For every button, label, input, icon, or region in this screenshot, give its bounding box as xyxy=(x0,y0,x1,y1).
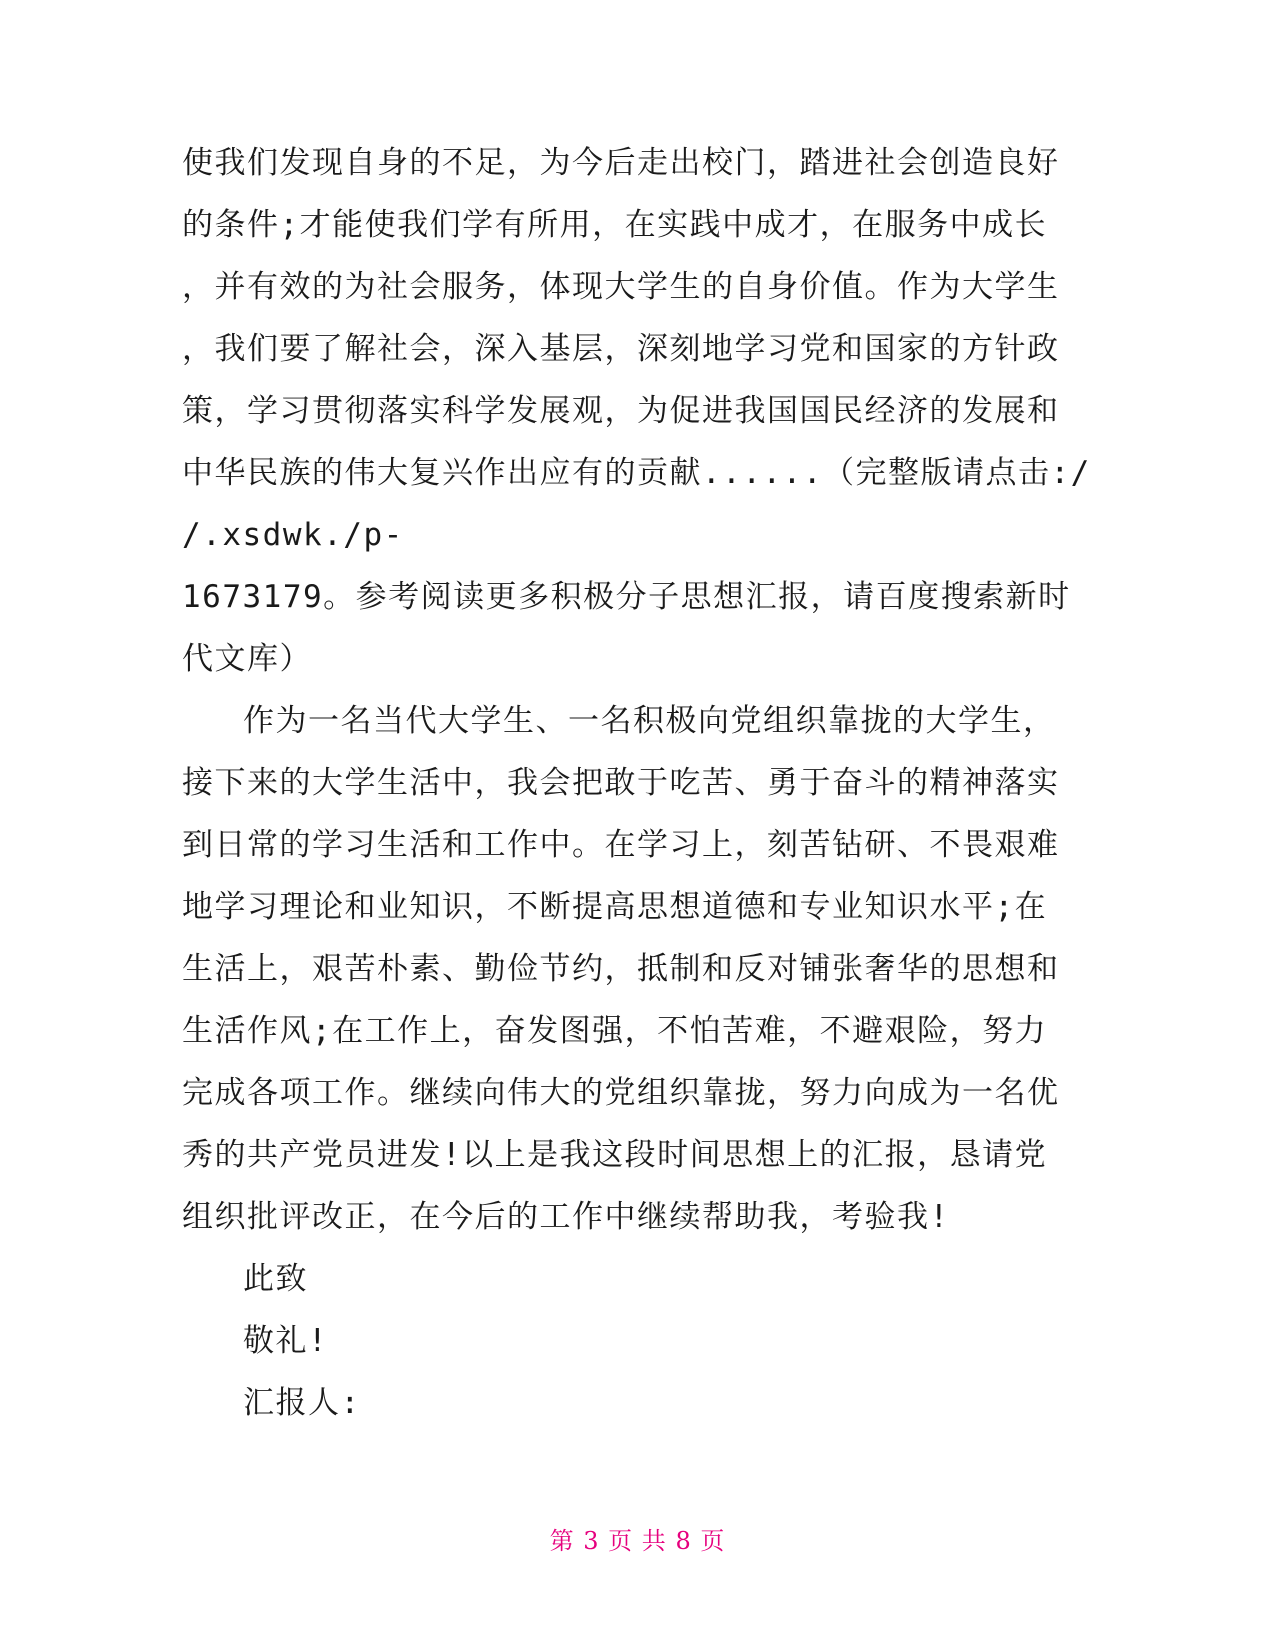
body-text-line: 使我们发现自身的不足，为今后走出校门，踏进社会创造良好 xyxy=(182,145,1060,181)
body-text-line: 地学习理论和业知识，不断提高思想道德和专业知识水平;在 xyxy=(182,889,1048,925)
paragraph-first-line: 作为一名当代大学生、一名积极向党组织靠拢的大学生， xyxy=(243,703,1056,739)
body-text-line: 到日常的学习生活和工作中。在学习上，刻苦钻研、不畏艰难 xyxy=(182,827,1060,863)
body-text-line: 组织批评改正，在今后的工作中继续帮助我，考验我! xyxy=(182,1199,950,1235)
body-text-line: 生活上，艰苦朴素、勤俭节约，抵制和反对铺张奢华的思想和 xyxy=(182,951,1060,987)
closing-salutation: 此致 xyxy=(243,1261,308,1297)
body-text-line: 代文库） xyxy=(182,641,312,677)
body-text-line: ，并有效的为社会服务，体现大学生的自身价值。作为大学生 xyxy=(182,269,1060,305)
body-text-line: 中华民族的伟大复兴作出应有的贡献......（完整版请点击:/ xyxy=(182,455,1091,491)
body-text-line: 接下来的大学生活中，我会把敢于吃苦、勇于奋斗的精神落实 xyxy=(182,765,1060,801)
body-text-line: ，我们要了解社会，深入基层，深刻地学习党和国家的方针政 xyxy=(182,331,1060,367)
body-text-line: 完成各项工作。继续向伟大的党组织靠拢，努力向成为一名优 xyxy=(182,1075,1060,1111)
page-number-footer: 第 3 页 共 8 页 xyxy=(549,1527,726,1555)
body-text-line: 1673179。参考阅读更多积极分子思想汇报，请百度搜索新时 xyxy=(182,579,1071,615)
body-text-line: 策，学习贯彻落实科学发展观，为促进我国国民经济的发展和 xyxy=(182,393,1060,429)
reporter-label: 汇报人: xyxy=(243,1385,361,1421)
body-text-line: 的条件;才能使我们学有所用，在实践中成才，在服务中成长 xyxy=(182,207,1048,243)
closing-regards: 敬礼! xyxy=(243,1323,329,1359)
body-text-line: /.xsdwk./p- xyxy=(182,517,404,553)
body-text-line: 生活作风;在工作上，奋发图强，不怕苦难，不避艰险，努力 xyxy=(182,1013,1048,1049)
body-text-line: 秀的共产党员进发!以上是我这段时间思想上的汇报，恳请党 xyxy=(182,1137,1048,1173)
